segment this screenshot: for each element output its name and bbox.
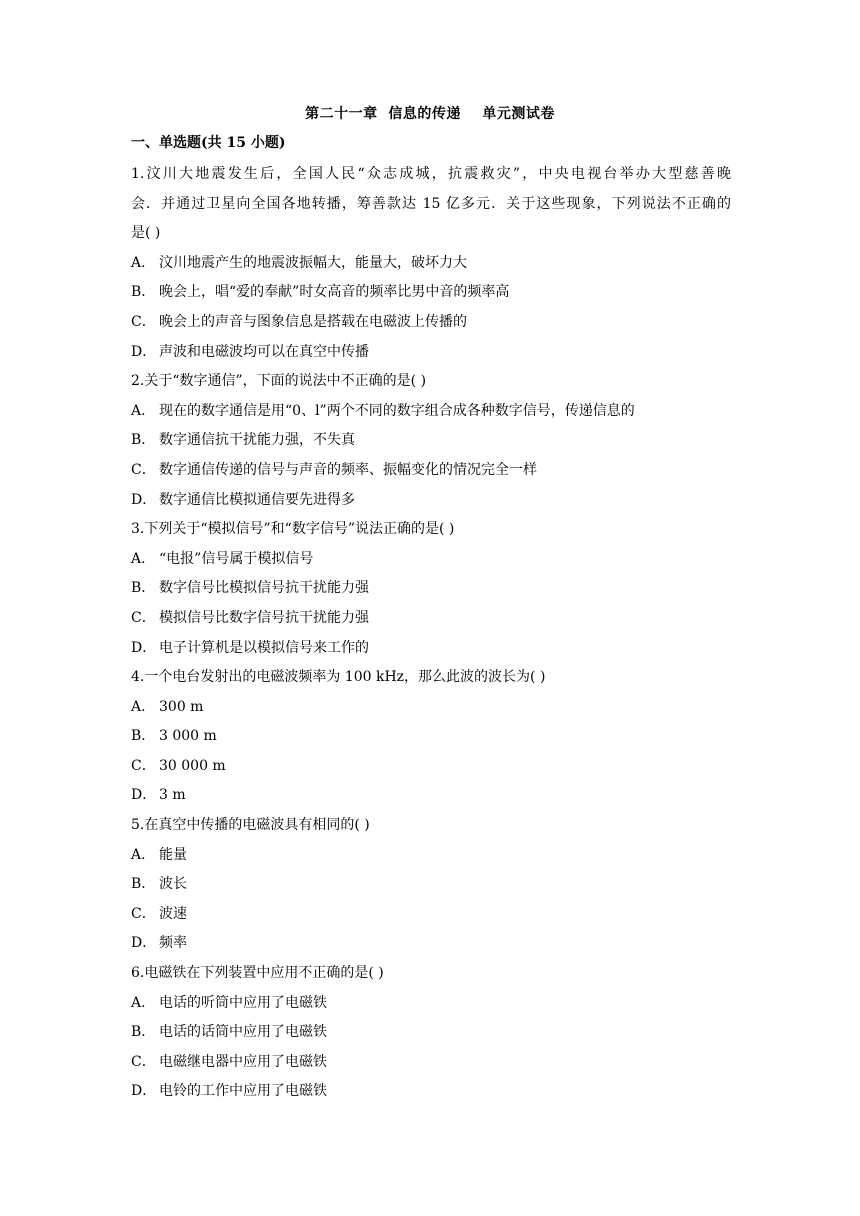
option-letter: B． — [131, 580, 156, 597]
option-a[interactable] — [131, 989, 731, 1019]
option-d[interactable] — [131, 338, 731, 368]
option-text: 汶川地震产生的地震波振幅大，能量大，破坏力大 — [159, 254, 467, 271]
option-text: 数字通信比模拟通信要先进得多 — [159, 491, 355, 508]
question-stem-line: 4.一个电台发射出的电磁波频率为 100 kHz，那么此波的波长为( ) — [131, 669, 546, 686]
option-text: 电子计算机是以模拟信号来工作的 — [159, 639, 369, 656]
option-text: 电磁继电器中应用了电磁铁 — [159, 1053, 327, 1070]
option-letter: A． — [131, 254, 156, 271]
question-5 — [131, 811, 731, 959]
option-letter: B． — [131, 1024, 156, 1041]
option-text: 晚会上，唱“爱的奉献”时女高音的频率比男中音的频率高 — [159, 284, 510, 301]
option-c[interactable] — [131, 308, 731, 338]
option-c[interactable] — [131, 1048, 731, 1078]
option-text: 数字通信传递的信号与声音的频率、振幅变化的情况完全一样 — [159, 461, 537, 478]
option-letter: B． — [131, 432, 156, 449]
option-a[interactable] — [131, 693, 731, 723]
option-b[interactable] — [131, 426, 731, 456]
option-text: 电话的听筒中应用了电磁铁 — [159, 994, 327, 1011]
option-text: 3 m — [159, 787, 186, 804]
option-text: 电话的话筒中应用了电磁铁 — [159, 1024, 327, 1041]
option-c[interactable] — [131, 604, 731, 634]
option-letter: D． — [131, 1083, 157, 1100]
option-letter: A． — [131, 550, 156, 567]
question-stem-line: 2.关于“数字通信”，下面的说法中不正确的是( ) — [131, 373, 427, 390]
option-a[interactable] — [131, 397, 731, 427]
option-letter: B． — [131, 728, 156, 745]
option-b[interactable] — [131, 870, 731, 900]
option-a[interactable] — [131, 841, 731, 871]
question-4 — [131, 663, 731, 811]
option-text: 数字通信抗干扰能力强，不失真 — [159, 432, 355, 449]
option-letter: C． — [131, 461, 156, 478]
option-letter: D． — [131, 491, 157, 508]
option-letter: A． — [131, 994, 156, 1011]
option-letter: C． — [131, 757, 156, 774]
option-d[interactable] — [131, 1077, 731, 1107]
option-text: “电报”信号属于模拟信号 — [159, 550, 314, 567]
question-stem-line: 是( ) — [131, 225, 161, 242]
option-text: 能量 — [159, 846, 187, 863]
option-letter: D． — [131, 935, 157, 952]
option-letter: C． — [131, 1053, 156, 1070]
option-letter: A． — [131, 698, 156, 715]
option-b[interactable] — [131, 278, 731, 308]
option-c[interactable] — [131, 456, 731, 486]
option-d[interactable] — [131, 486, 731, 516]
option-text: 波速 — [159, 905, 187, 922]
page-title: 第二十一章 信息的传递 单元测试卷 — [305, 106, 555, 122]
option-a[interactable] — [131, 545, 731, 575]
option-letter: D． — [131, 343, 157, 360]
option-d[interactable] — [131, 929, 731, 959]
option-letter: C． — [131, 905, 156, 922]
question-stem-line: 1.汶川大地震发生后，全国人民“众志成城，抗震救灾”，中央电视台举办大型慈善晚 — [131, 166, 731, 182]
question-1 — [131, 160, 731, 367]
option-a[interactable] — [131, 249, 731, 279]
question-stem-line: 3.下列关于“模拟信号”和“数字信号”说法正确的是( ) — [131, 521, 455, 538]
option-letter: D． — [131, 787, 157, 804]
option-letter: A． — [131, 402, 156, 419]
option-text: 频率 — [159, 935, 187, 952]
option-b[interactable] — [131, 1018, 731, 1048]
question-list — [131, 160, 731, 1107]
option-letter: B． — [131, 876, 156, 893]
option-text: 3 000 m — [159, 728, 217, 745]
option-letter: A． — [131, 846, 156, 863]
option-text: 30 000 m — [159, 757, 226, 774]
option-text: 波长 — [159, 876, 187, 893]
option-text: 晚会上的声音与图象信息是搭载在电磁波上传播的 — [159, 313, 467, 330]
option-letter: C． — [131, 609, 156, 626]
option-b[interactable] — [131, 574, 731, 604]
option-text: 数字信号比模拟信号抗干扰能力强 — [159, 580, 369, 597]
option-c[interactable] — [131, 900, 731, 930]
option-text: 模拟信号比数字信号抗干扰能力强 — [159, 609, 369, 626]
option-d[interactable] — [131, 634, 731, 664]
option-text: 现在的数字通信是用“0、l”两个不同的数字组合成各种数字信号，传递信息的 — [159, 402, 635, 419]
question-stem-line: 6.电磁铁在下列装置中应用不正确的是( ) — [131, 965, 384, 982]
option-d[interactable] — [131, 781, 731, 811]
option-c[interactable] — [131, 752, 731, 782]
option-letter: D． — [131, 639, 157, 656]
option-b[interactable] — [131, 722, 731, 752]
option-text: 300 m — [159, 698, 204, 715]
question-2 — [131, 367, 731, 515]
question-stem-line: 会．并通过卫星向全国各地转播，筹善款达 15 亿多元．关于这些现象，下列说法不正确的 — [131, 195, 731, 212]
option-text: 电铃的工作中应用了电磁铁 — [159, 1083, 327, 1100]
question-3 — [131, 515, 731, 663]
option-text: 声波和电磁波均可以在真空中传播 — [159, 343, 369, 360]
option-letter: C． — [131, 313, 156, 330]
section-heading: 一、单选题(共 15 小题) — [131, 135, 286, 151]
question-stem-line: 5.在真空中传播的电磁波具有相同的( ) — [131, 817, 370, 834]
option-letter: B． — [131, 284, 156, 301]
question-6 — [131, 959, 731, 1107]
